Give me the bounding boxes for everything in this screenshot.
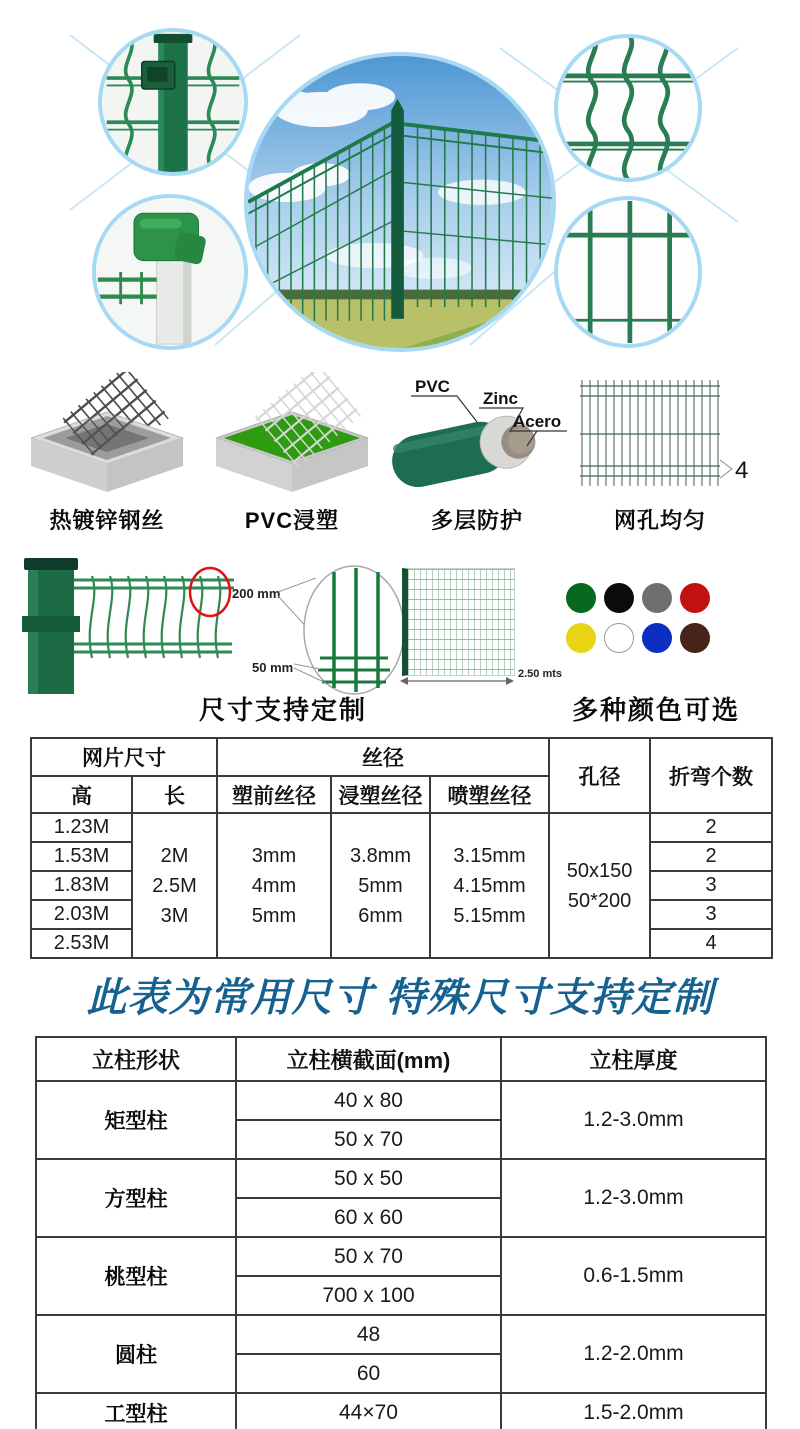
cell-thickness: 0.6-1.5mm xyxy=(501,1237,766,1315)
cell-height-4: 2.53M xyxy=(31,929,132,958)
welded-mesh-graphic xyxy=(558,200,698,344)
feature-uniform-mesh xyxy=(568,372,752,535)
fence-photo-graphic xyxy=(248,56,552,348)
cell-bends-2: 3 xyxy=(650,871,772,900)
cell-cross-section: 700 x 100 xyxy=(236,1276,501,1315)
color-options-label: 多种颜色可选 xyxy=(571,695,740,725)
feature-multilayer-protection xyxy=(385,372,569,535)
layer-label-acero: Acero xyxy=(513,412,562,431)
cell-shape-square: 方型柱 xyxy=(36,1159,236,1237)
curved-mesh-graphic xyxy=(558,38,698,178)
cell-cross-section: 50 x 50 xyxy=(236,1159,501,1198)
panel-width-arrow xyxy=(398,674,516,688)
header-aperture: 孔径 xyxy=(549,738,650,813)
thumb-curved-mesh-closeup xyxy=(554,34,702,182)
cell-thickness: 1.2-3.0mm xyxy=(501,1159,766,1237)
cell-cross-section: 50 x 70 xyxy=(236,1120,501,1159)
galvanizing-tank-graphic xyxy=(15,372,199,498)
post-clamp-graphic xyxy=(102,32,244,172)
mesh-spec-table xyxy=(30,737,773,959)
header-dip-coating: 浸塑丝径 xyxy=(331,776,430,813)
cell-cross-section: 50 x 70 xyxy=(236,1237,501,1276)
cell-cross-section: 48 xyxy=(236,1315,501,1354)
wire-cross-section-graphic xyxy=(385,372,569,498)
cell-bends-0: 2 xyxy=(650,813,772,842)
product-gallery xyxy=(0,0,800,362)
thumb-cap-clamp-closeup xyxy=(92,194,248,350)
feature-label: 网孔均匀 xyxy=(613,508,706,533)
color-swatch-gray xyxy=(642,583,672,613)
cell-bends-1: 2 xyxy=(650,842,772,871)
feature-label: 热镀锌钢丝 xyxy=(49,508,165,533)
cell-height-1: 1.53M xyxy=(31,842,132,871)
thumb-installed-fence-photo xyxy=(244,52,556,352)
color-swatch-yellow xyxy=(566,623,596,653)
color-swatch-white xyxy=(604,623,634,653)
cell-thickness: 1.2-3.0mm xyxy=(501,1081,766,1159)
cell-height-2: 1.83M xyxy=(31,871,132,900)
thumb-post-clamp-closeup xyxy=(98,28,248,176)
cell-cross-section: 44×70 xyxy=(236,1393,501,1429)
color-swatch-brown xyxy=(680,623,710,653)
dim-label-200mm: 200 mm xyxy=(232,586,281,601)
cell-cross-section: 60 xyxy=(236,1354,501,1393)
cell-spray-coating: 3.15mm 4.15mm 5.15mm xyxy=(430,813,549,958)
header-wire-diameter: 丝径 xyxy=(217,738,549,776)
post-spec-table xyxy=(35,1036,767,1429)
thumb-welded-mesh-closeup xyxy=(554,196,702,348)
fence-sample xyxy=(22,558,234,694)
header-post-thickness: 立柱厚度 xyxy=(501,1037,766,1081)
color-swatch-green xyxy=(566,583,596,613)
mesh-panel-drawing xyxy=(568,372,752,498)
cell-dip-coating: 3.8mm 5mm 6mm xyxy=(331,813,430,958)
header-pre-coating: 塑前丝径 xyxy=(217,776,331,813)
tank xyxy=(216,412,368,492)
cell-shape-rect: 矩型柱 xyxy=(36,1081,236,1159)
cell-bends-3: 3 xyxy=(650,900,772,929)
highlight-circle xyxy=(190,568,230,616)
layer-label-zinc: Zinc xyxy=(483,389,518,408)
feature-label: PVC浸塑 xyxy=(244,508,340,533)
cell-shape-peach: 桃型柱 xyxy=(36,1237,236,1315)
cap-clamp-graphic xyxy=(96,198,244,346)
header-length: 长 xyxy=(132,776,217,813)
bend-count-annotation: 4 xyxy=(735,457,749,484)
header-bend-count: 折弯个数 xyxy=(650,738,772,813)
magnifier-detail xyxy=(304,566,404,694)
feature-pvc-dipping xyxy=(200,372,384,535)
header-post-cross-section: 立柱横截面(mm) xyxy=(236,1037,501,1081)
cell-cross-section: 40 x 80 xyxy=(236,1081,501,1120)
layer-label-pvc: PVC xyxy=(415,377,450,396)
mesh-panel-diagram xyxy=(402,568,515,676)
color-swatch-black xyxy=(604,583,634,613)
cell-bends-4: 4 xyxy=(650,929,772,958)
color-swatch-red xyxy=(680,583,710,613)
cell-cross-section: 60 x 60 xyxy=(236,1198,501,1237)
color-swatch-blue xyxy=(642,623,672,653)
cell-lengths: 2M 2.5M 3M xyxy=(132,813,217,958)
panel-width-label: 2.50 mts xyxy=(518,668,563,680)
cell-thickness: 1.5-2.0mm xyxy=(501,1393,766,1429)
feature-label: 多层防护 xyxy=(430,508,523,533)
cell-height-3: 2.03M xyxy=(31,900,132,929)
header-height: 高 xyxy=(31,776,132,813)
feature-galvanized-wire xyxy=(15,372,199,535)
color-options xyxy=(566,583,710,653)
cell-shape-ibeam: 工型柱 xyxy=(36,1393,236,1429)
cell-height-0: 1.23M xyxy=(31,813,132,842)
dim-label-50mm: 50 mm xyxy=(252,660,294,675)
cell-pre-coating: 3mm 4mm 5mm xyxy=(217,813,331,958)
custom-size-note: 此表为常用尺寸 特殊尺寸支持定制 xyxy=(86,976,714,1020)
header-mesh-size: 网片尺寸 xyxy=(31,738,217,776)
cell-thickness: 1.2-2.0mm xyxy=(501,1315,766,1393)
cell-shape-round: 圆柱 xyxy=(36,1315,236,1393)
cell-apertures: 50x150 50*200 xyxy=(549,813,650,958)
pvc-dip-tank-graphic xyxy=(200,372,384,498)
header-spray-coating: 喷塑丝径 xyxy=(430,776,549,813)
header-post-shape: 立柱形状 xyxy=(36,1037,236,1081)
size-custom-label: 尺寸支持定制 xyxy=(198,695,367,725)
